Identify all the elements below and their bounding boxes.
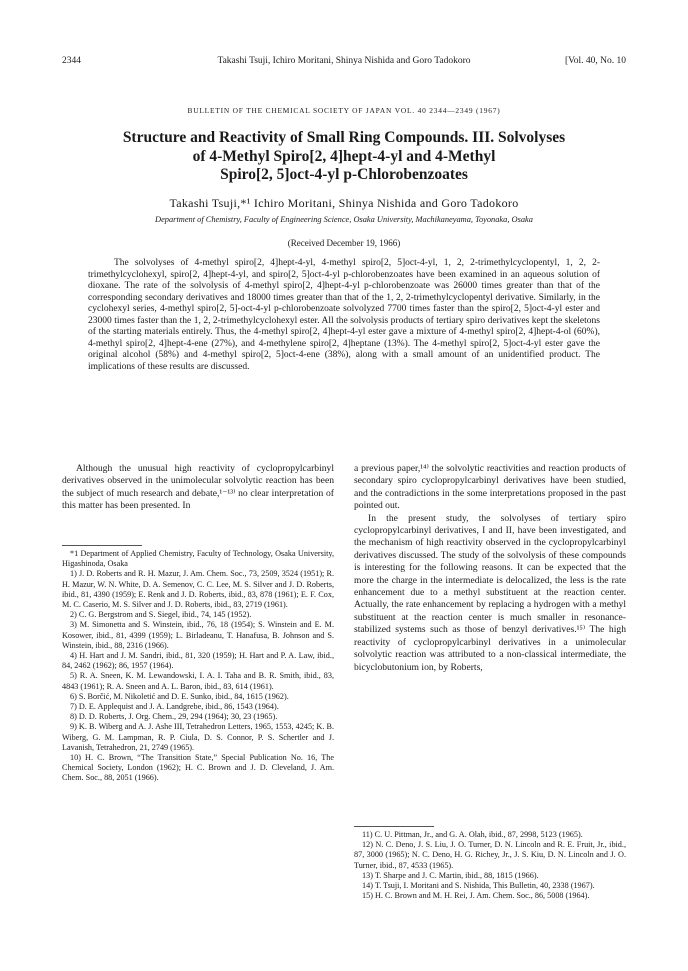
footnote: 10) H. C. Brown, “The Transition State,” Special Publication No. 16, The Chemical Society, London (1962); H. C. Brown and J. D. Cleveland, J. Am. Chem. Soc., 88, 2051 (1966). (62, 753, 334, 783)
title-line-3: Spiro[2, 5]oct-4-yl p-Chlorobenzoates (220, 166, 468, 183)
footnote: 1) J. D. Roberts and R. H. Mazur, J. Am. Chem. Soc., 73, 2509, 3524 (1951); R. H. Mazur, W. N. White, D. A. Semenov, C. C. Lee, M. S. Silver and J. D. Roberts, ibid., 81, 4390 (1959); E. Renk and J. D. Roberts, ibid., 83, 878 (1961); E. F. Cox, M. C. Caserio, M. S. Silver and J. D. Roberts, ibid., 83, 2719 (1961). (62, 569, 334, 610)
footnote-rule (62, 545, 142, 546)
footnote: 7) D. E. Applequist and J. A. Landgrebe, ibid., 86, 1543 (1964). (70, 702, 279, 712)
footnote: 12) N. C. Deno, J. S. Liu, J. O. Turner, D. N. Lincoln and R. E. Fruit, Jr., ibid., 87, 3000 (1965); N. C. Deno, H. G. Richey, Jr., J. S. Kiu, D. N. Lincoln and J. O. Turner, ibid., 87, 4533 (1965). (354, 840, 626, 870)
footnotes-right (354, 830, 626, 901)
page-number: 2344 (62, 56, 81, 66)
footnote: 14) T. Tsuji, I. Moritani and S. Nishida, This Bulletin, 40, 2338 (1967). (362, 881, 595, 891)
footnote-rule (354, 826, 434, 827)
running-head-authors: Takashi Tsuji, Ichiro Moritani, Shinya Nishida and Goro Tadokoro (217, 56, 471, 66)
title-line-2: of 4-Methyl Spiro[2, 4]hept-4-yl and 4-Methyl (192, 147, 496, 165)
author-list: Takashi Tsuji,*¹ Ichiro Moritani, Shinya Nishida and Goro Tadokoro (169, 196, 519, 210)
article-title (70, 129, 618, 185)
affiliation: Department of Chemistry, Faculty of Engineering Science, Osaka University, Machikaneyama, Toyonaka, Osaka (155, 215, 533, 224)
footnote: 9) K. B. Wiberg and A. J. Ashe III, Tetrahedron Letters, 1965, 1553, 4245; K. B. Wiberg, G. M. Lampman, R. P. Ciula, D. S. Connor, P. S. Schertler and J. Lavanish, Tetrahedron, 21, 2749 (1965). (62, 722, 334, 752)
running-head (62, 56, 626, 70)
footnote: 15) H. C. Brown and M. H. Rei, J. Am. Chem. Soc., 86, 5008 (1964). (362, 891, 590, 901)
abstract: The solvolyses of 4-methyl spiro[2, 4]hept-4-yl, 4-methyl spiro[2, 5]oct-4-yl, 1, 2, 2-trimethylcyclopentyl, 1, 2, 2-trimethylcyclohexyl, spiro[2, 4]hept-4-yl, and spiro[2, 5]oct-4-yl p-chlorobenzoates have been examined in an aqueous solution of dioxane. The rate of the solvolysis of 4-methyl spiro[2, 4]hept-4-yl p-chlorobenzoate was 26000 times greater than that of the corresponding secondary derivatives and 18000 times greater than that of the 1, 2, 2-trimethylcyclopentyl derivative. Similarly, in the cyclohexyl series, 4-methyl spiro[2, 5]-oct-4-yl p-chlorobenzoate solvolyzed 7700 times faster than the spiro[2, 5]oct-4-yl ester and 23000 times faster than the 1, 2, 2-trimethylcyclohexyl ester. All the solvolysis products of tertiary spiro derivatives kept the skeletons of the starting materials entirely. Thus, the 4-methyl spiro[2, 4]hept-4-yl ester gave a mixture of 4-methyl spiro[2, 4]hept-4-ol (60%), 4-methyl spiro[2, 4]hept-4-ene (27%), and 4-methylene spiro[2, 4]heptane (13%). The 4-methyl spiro[2, 5]oct-4-yl ester gave the original alcohol (58%) and 4-methyl spiro[2, 5]oct-4-ene (38%), along with a small amount of an unidentified product. The implications of these results are discussed. (88, 258, 600, 372)
intro-paragraph: Although the unusual high reactivity of cyclopropylcarbinyl derivatives observed in the unimolecular solvolytic reaction has been the subject of much research and debate,¹⁻¹³⁾ no clear interpretation of this matter has been presented. In (62, 463, 334, 512)
journal-citation-line: BULLETIN OF THE CHEMICAL SOCIETY OF JAPAN VOL. 40 2344—2349 (1967) (187, 106, 501, 115)
running-head-volume: [Vol. 40, No. 10 (564, 56, 626, 66)
received-date: (Received December 19, 1966) (287, 238, 401, 248)
footnote: *1 Department of Applied Chemistry, Faculty of Technology, Osaka University, Higashinoda, Osaka (62, 549, 334, 569)
left-column (62, 463, 334, 513)
footnote: 4) H. Hart and J. M. Sandri, ibid., 81, 320 (1959); H. Hart and P. A. Law, ibid., 84, 2462 (1962); 86, 1957 (1964). (62, 651, 334, 671)
footnote: 6) S. Borčić, M. Nikoletić and D. E. Sunko, ibid., 84, 1615 (1962). (70, 691, 289, 701)
footnote: 5) R. A. Sneen, K. M. Lewandowski, I. A. I. Taha and B. R. Smith, ibid., 83, 4843 (1961); R. A. Sneen and A. L. Baron, ibid., 83, 614 (1961). (62, 671, 334, 691)
right-column (354, 463, 626, 674)
paragraph: In the present study, the solvolyses of tertiary spiro cyclopropylcarbinyl derivatives, I and II, have been investigated, and the mechanism of high reactivity observed in the cyclopropylcarbinyl derivatives discussed. The study of the solvolysis of these compounds is interesting for the following reasons. It can be expected that the more the charge in the intermediate is delocalized, the less is the rate enhancement due to a methyl substituent at the reaction center. Actually, the rate enhancement by replacing a hydrogen with a methyl substituent at the reaction center is much smaller in resonance-stabilized systems such as those of benzyl derivatives.¹⁵⁾ The high reactivity of cyclopropylcarbinyl derivatives in a unimolecular solvolytic reaction was attributed to a non-classical intermediate, the bicyclobutonium ion, by Roberts, (354, 512, 626, 673)
footnote: 3) M. Simonetta and S. Winstein, ibid., 76, 18 (1954); S. Winstein and E. M. Kosower, ibid., 81, 4399 (1959); L. Birladeanu, T. Hanafusa, B. Johnson and S. Winstein, ibid., 88, 2316 (1966). (62, 620, 334, 650)
footnote: 13) T. Sharpe and J. C. Martin, ibid., 88, 1815 (1966). (362, 870, 539, 880)
paragraph: a previous paper,¹⁴⁾ the solvolytic reactivities and reaction products of secondary spiro cyclopropylcarbinyl derivatives have been studied, and the contradictions in the some interpretations proposed in the past pointed out. (354, 463, 626, 512)
footnote: 11) C. U. Pittman, Jr., and G. A. Olah, ibid., 87, 2998, 5123 (1965). (362, 830, 583, 839)
footnote: 8) D. D. Roberts, J. Org. Chem., 29, 294 (1964); 30, 23 (1965). (70, 712, 278, 722)
footnotes-left (62, 549, 334, 784)
footnote: 2) C. G. Bergstrom and S. Siegel, ibid., 74, 145 (1952). (70, 610, 252, 620)
title-line-1: Structure and Reactivity of Small Ring Compounds. III. Solvolyses (122, 129, 566, 146)
